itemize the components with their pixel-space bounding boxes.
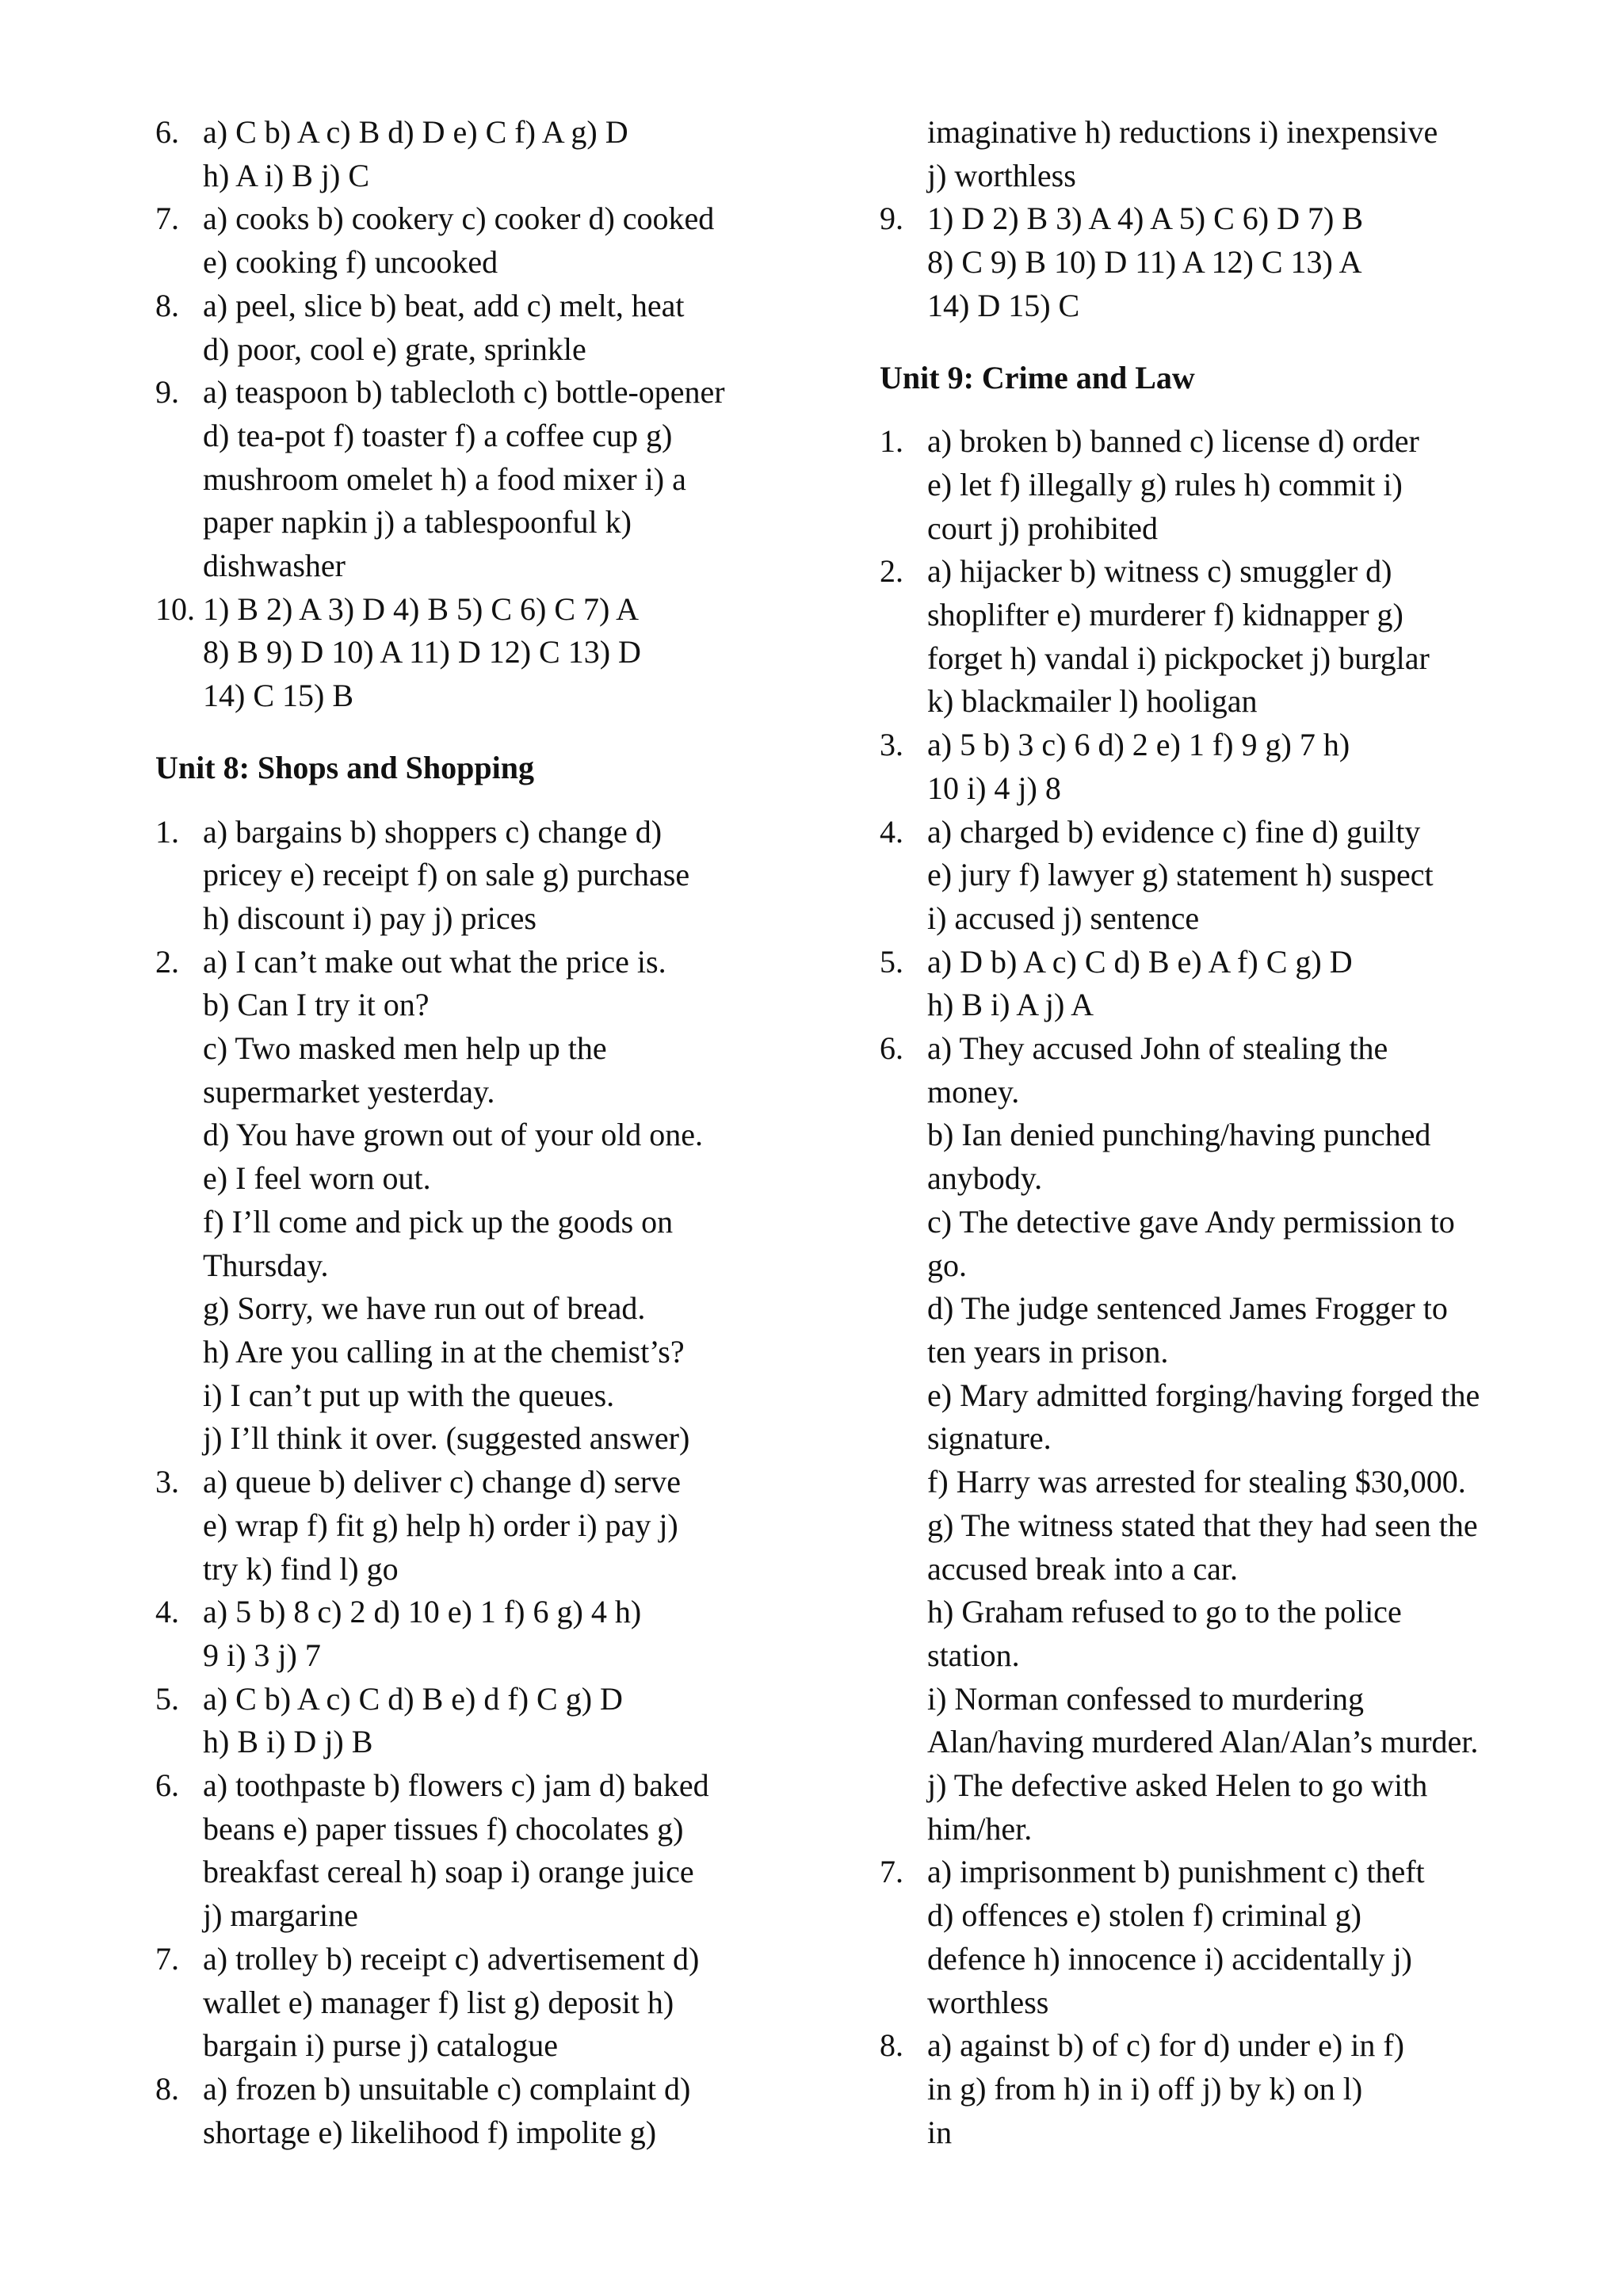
item-number: 1. — [155, 813, 179, 850]
answer-line: 8) C 9) B 10) D 11) A 12) C 13) A — [927, 244, 1362, 281]
item-number: 3. — [155, 1464, 179, 1500]
answer-line: 14) D 15) C — [927, 287, 1080, 323]
item-number: 6. — [155, 114, 179, 150]
answer-line: breakfast cereal h) soap i) orange juice — [203, 1854, 694, 1890]
answer-line: a) queue b) deliver c) change d) serve — [203, 1464, 682, 1500]
answer-item — [155, 941, 829, 1461]
answer-line: anybody. — [927, 1160, 1043, 1197]
answer-line: in — [927, 2114, 953, 2150]
answer-line: f) I’ll come and pick up the goods on — [203, 1203, 674, 1240]
answer-line: a) charged b) evidence c) fine d) guilty — [927, 813, 1421, 850]
item-number: 4. — [880, 813, 903, 850]
item-number: 8. — [155, 287, 179, 323]
answer-line: e) cooking f) uncooked — [203, 244, 498, 281]
answer-item — [880, 1851, 1514, 2024]
answer-line: d) offences e) stolen f) criminal g) — [927, 1897, 1361, 1934]
answer-item — [155, 2068, 829, 2154]
answer-line: h) discount i) pay j) prices — [203, 900, 537, 936]
item-number: 7. — [880, 1854, 903, 1890]
answer-line: d) The judge sentenced James Frogger to — [927, 1290, 1448, 1327]
answer-line: c) Two masked men help up the — [203, 1030, 607, 1067]
answer-line: i) I can’t put up with the queues. — [203, 1377, 615, 1413]
answer-item — [880, 2024, 1514, 2154]
answer-line: supermarket yesterday. — [203, 1073, 495, 1110]
answer-item — [155, 1938, 829, 2068]
answer-line: defence h) innocence i) accidentally j) — [927, 1940, 1412, 1977]
answer-line: j) The defective asked Helen to go with — [927, 1767, 1428, 1804]
answer-item — [880, 420, 1514, 550]
item-number: 3. — [880, 727, 903, 763]
answer-line: 10 i) 4 j) 8 — [927, 770, 1061, 806]
answer-line: a) 5 b) 8 c) 2 d) 10 e) 1 f) 6 g) 4 h) — [203, 1594, 642, 1630]
item-number: 9. — [880, 201, 903, 237]
answer-line: a) 5 b) 3 c) 6 d) 2 e) 1 f) 9 g) 7 h) — [927, 727, 1350, 763]
answer-line: f) Harry was arrested for stealing $30,000. — [927, 1464, 1466, 1500]
answer-line: i) Norman confessed to murdering — [927, 1680, 1364, 1717]
item-number: 8. — [880, 2027, 903, 2064]
item-number: 4. — [155, 1594, 179, 1630]
answer-line: a) broken b) banned c) license d) order — [927, 423, 1419, 460]
answer-item — [155, 285, 829, 371]
answer-item — [880, 724, 1514, 810]
answer-line: ten years in prison. — [927, 1333, 1169, 1370]
answer-item — [155, 1678, 829, 1764]
answer-line: a) trolley b) receipt c) advertisement d) — [203, 1940, 700, 1977]
answer-line: a) They accused John of stealing the — [927, 1030, 1388, 1067]
answer-line: a) D b) A c) C d) B e) A f) C g) D — [927, 943, 1353, 980]
answer-line: forget h) vandal i) pickpocket j) burglar — [927, 640, 1430, 676]
answer-line: shortage e) likelihood f) impolite g) — [203, 2114, 657, 2150]
answer-line: e) jury f) lawyer g) statement h) suspect — [927, 857, 1434, 893]
answer-line: worthless — [927, 1984, 1049, 2020]
answer-item — [880, 941, 1514, 1027]
answer-line: g) The witness stated that they had seen the — [927, 1507, 1478, 1543]
answer-line: h) A i) B j) C — [203, 157, 370, 193]
answer-line: money. — [927, 1073, 1020, 1110]
answer-line: j) I’ll think it over. (suggested answer) — [203, 1420, 690, 1457]
answer-line: a) C b) A c) C d) B e) d f) C g) D — [203, 1680, 623, 1717]
answer-line: d) poor, cool e) grate, sprinkle — [203, 330, 586, 367]
answer-line: a) frozen b) unsuitable c) complaint d) — [203, 2070, 691, 2107]
item-number: 7. — [155, 1940, 179, 1977]
answer-line: j) margarine — [203, 1897, 358, 1934]
answer-line: Alan/having murdered Alan/Alan’s murder. — [927, 1724, 1479, 1760]
answer-line: e) let f) illegally g) rules h) commit i) — [927, 466, 1403, 502]
answer-line: a) teaspoon b) tablecloth c) bottle-opener — [203, 374, 725, 411]
answer-line: h) Graham refused to go to the police — [927, 1594, 1402, 1630]
item-number: 7. — [155, 201, 179, 237]
answer-line: dishwasher — [203, 548, 346, 584]
answer-line: e) wrap f) fit g) help h) order i) pay j) — [203, 1507, 678, 1543]
answer-line: a) bargains b) shoppers c) change d) — [203, 813, 663, 850]
answer-line: mushroom omelet h) a food mixer i) a — [203, 460, 686, 497]
answer-item — [155, 811, 829, 941]
answer-line: him/her. — [927, 1810, 1033, 1847]
answer-line: paper napkin j) a tablespoonful k) — [203, 504, 632, 541]
answer-line: e) Mary admitted forging/having forged the — [927, 1377, 1480, 1413]
answer-line: shoplifter e) murderer f) kidnapper g) — [927, 597, 1403, 633]
answer-line: g) Sorry, we have run out of bread. — [203, 1290, 646, 1327]
answer-item — [155, 1591, 829, 1677]
answer-item — [155, 197, 829, 284]
answer-line: beans e) paper tissues f) chocolates g) — [203, 1810, 684, 1847]
answer-line: 1) D 2) B 3) A 4) A 5) C 6) D 7) B — [927, 201, 1363, 237]
answer-line: a) peel, slice b) beat, add c) melt, heat — [203, 287, 685, 323]
answer-line: station. — [927, 1637, 1020, 1673]
answer-line: 8) B 9) D 10) A 11) D 12) C 13) D — [203, 634, 641, 670]
item-number: 6. — [880, 1030, 903, 1067]
answer-line: h) Are you calling in at the chemist’s? — [203, 1333, 685, 1370]
answer-line: e) I feel worn out. — [203, 1160, 431, 1197]
item-number: 5. — [880, 943, 903, 980]
answer-line: k) blackmailer l) hooligan — [927, 683, 1258, 720]
answer-line: i) accused j) sentence — [927, 900, 1200, 936]
answer-line: a) against b) of c) for d) under e) in f) — [927, 2027, 1404, 2064]
right-column — [880, 111, 1514, 2154]
answer-line: pricey e) receipt f) on sale g) purchase — [203, 857, 690, 893]
left-column — [155, 111, 829, 2154]
answer-line: go. — [927, 1247, 967, 1283]
answer-line: h) B i) D j) B — [203, 1724, 373, 1760]
unit-heading: Unit 9: Crime and Law — [880, 359, 1195, 395]
answer-line: 14) C 15) B — [203, 678, 353, 714]
answer-line: b) Can I try it on? — [203, 987, 430, 1023]
answer-line: accused break into a car. — [927, 1550, 1239, 1587]
item-number: 9. — [155, 374, 179, 411]
item-number: 2. — [880, 553, 903, 590]
item-number: 2. — [155, 943, 179, 980]
answer-line: a) I can’t make out what the price is. — [203, 943, 666, 980]
item-number: 10. — [155, 590, 195, 627]
answer-item — [155, 111, 829, 197]
answer-line: a) C b) A c) B d) D e) C f) A g) D — [203, 114, 628, 150]
answer-item — [880, 1027, 1514, 1851]
answer-line: imaginative h) reductions i) inexpensive — [927, 114, 1438, 150]
answer-line: h) B i) A j) A — [927, 987, 1094, 1023]
answer-line: c) The detective gave Andy permission to — [927, 1203, 1455, 1240]
answer-line: in g) from h) in i) off j) by k) on l) — [927, 2070, 1363, 2107]
answer-item — [880, 550, 1514, 724]
item-number: 5. — [155, 1680, 179, 1717]
answer-line: d) tea-pot f) toaster f) a coffee cup g) — [203, 417, 673, 453]
answer-line: b) Ian denied punching/having punched — [927, 1117, 1431, 1153]
answer-line: a) toothpaste b) flowers c) jam d) baked — [203, 1767, 709, 1804]
answer-line: 9 i) 3 j) 7 — [203, 1637, 321, 1673]
answer-item — [880, 197, 1514, 327]
item-number: 6. — [155, 1767, 179, 1804]
answer-line: 1) B 2) A 3) D 4) B 5) C 6) C 7) A — [203, 590, 639, 627]
answer-item — [155, 1764, 829, 1938]
unit-heading: Unit 8: Shops and Shopping — [155, 749, 535, 785]
answer-line: bargain i) purse j) catalogue — [203, 2027, 558, 2064]
item-number: 8. — [155, 2070, 179, 2107]
answer-item — [880, 811, 1514, 941]
answer-line: try k) find l) go — [203, 1550, 399, 1587]
answer-item — [155, 588, 829, 718]
answer-line: court j) prohibited — [927, 510, 1159, 546]
answer-line: a) imprisonment b) punishment c) theft — [927, 1854, 1425, 1890]
answer-item — [155, 1461, 829, 1591]
answer-line: j) worthless — [927, 157, 1076, 193]
answer-line: Thursday. — [203, 1247, 329, 1283]
answer-line: a) cooks b) cookery c) cooker d) cooked — [203, 201, 715, 237]
answer-line: d) You have grown out of your old one. — [203, 1117, 704, 1153]
answer-line: a) hijacker b) witness c) smuggler d) — [927, 553, 1392, 590]
continued-answer — [880, 111, 1514, 197]
item-number: 1. — [880, 423, 903, 460]
answer-line: wallet e) manager f) list g) deposit h) — [203, 1984, 674, 2020]
answer-item — [155, 371, 829, 588]
answer-line: signature. — [927, 1420, 1052, 1457]
